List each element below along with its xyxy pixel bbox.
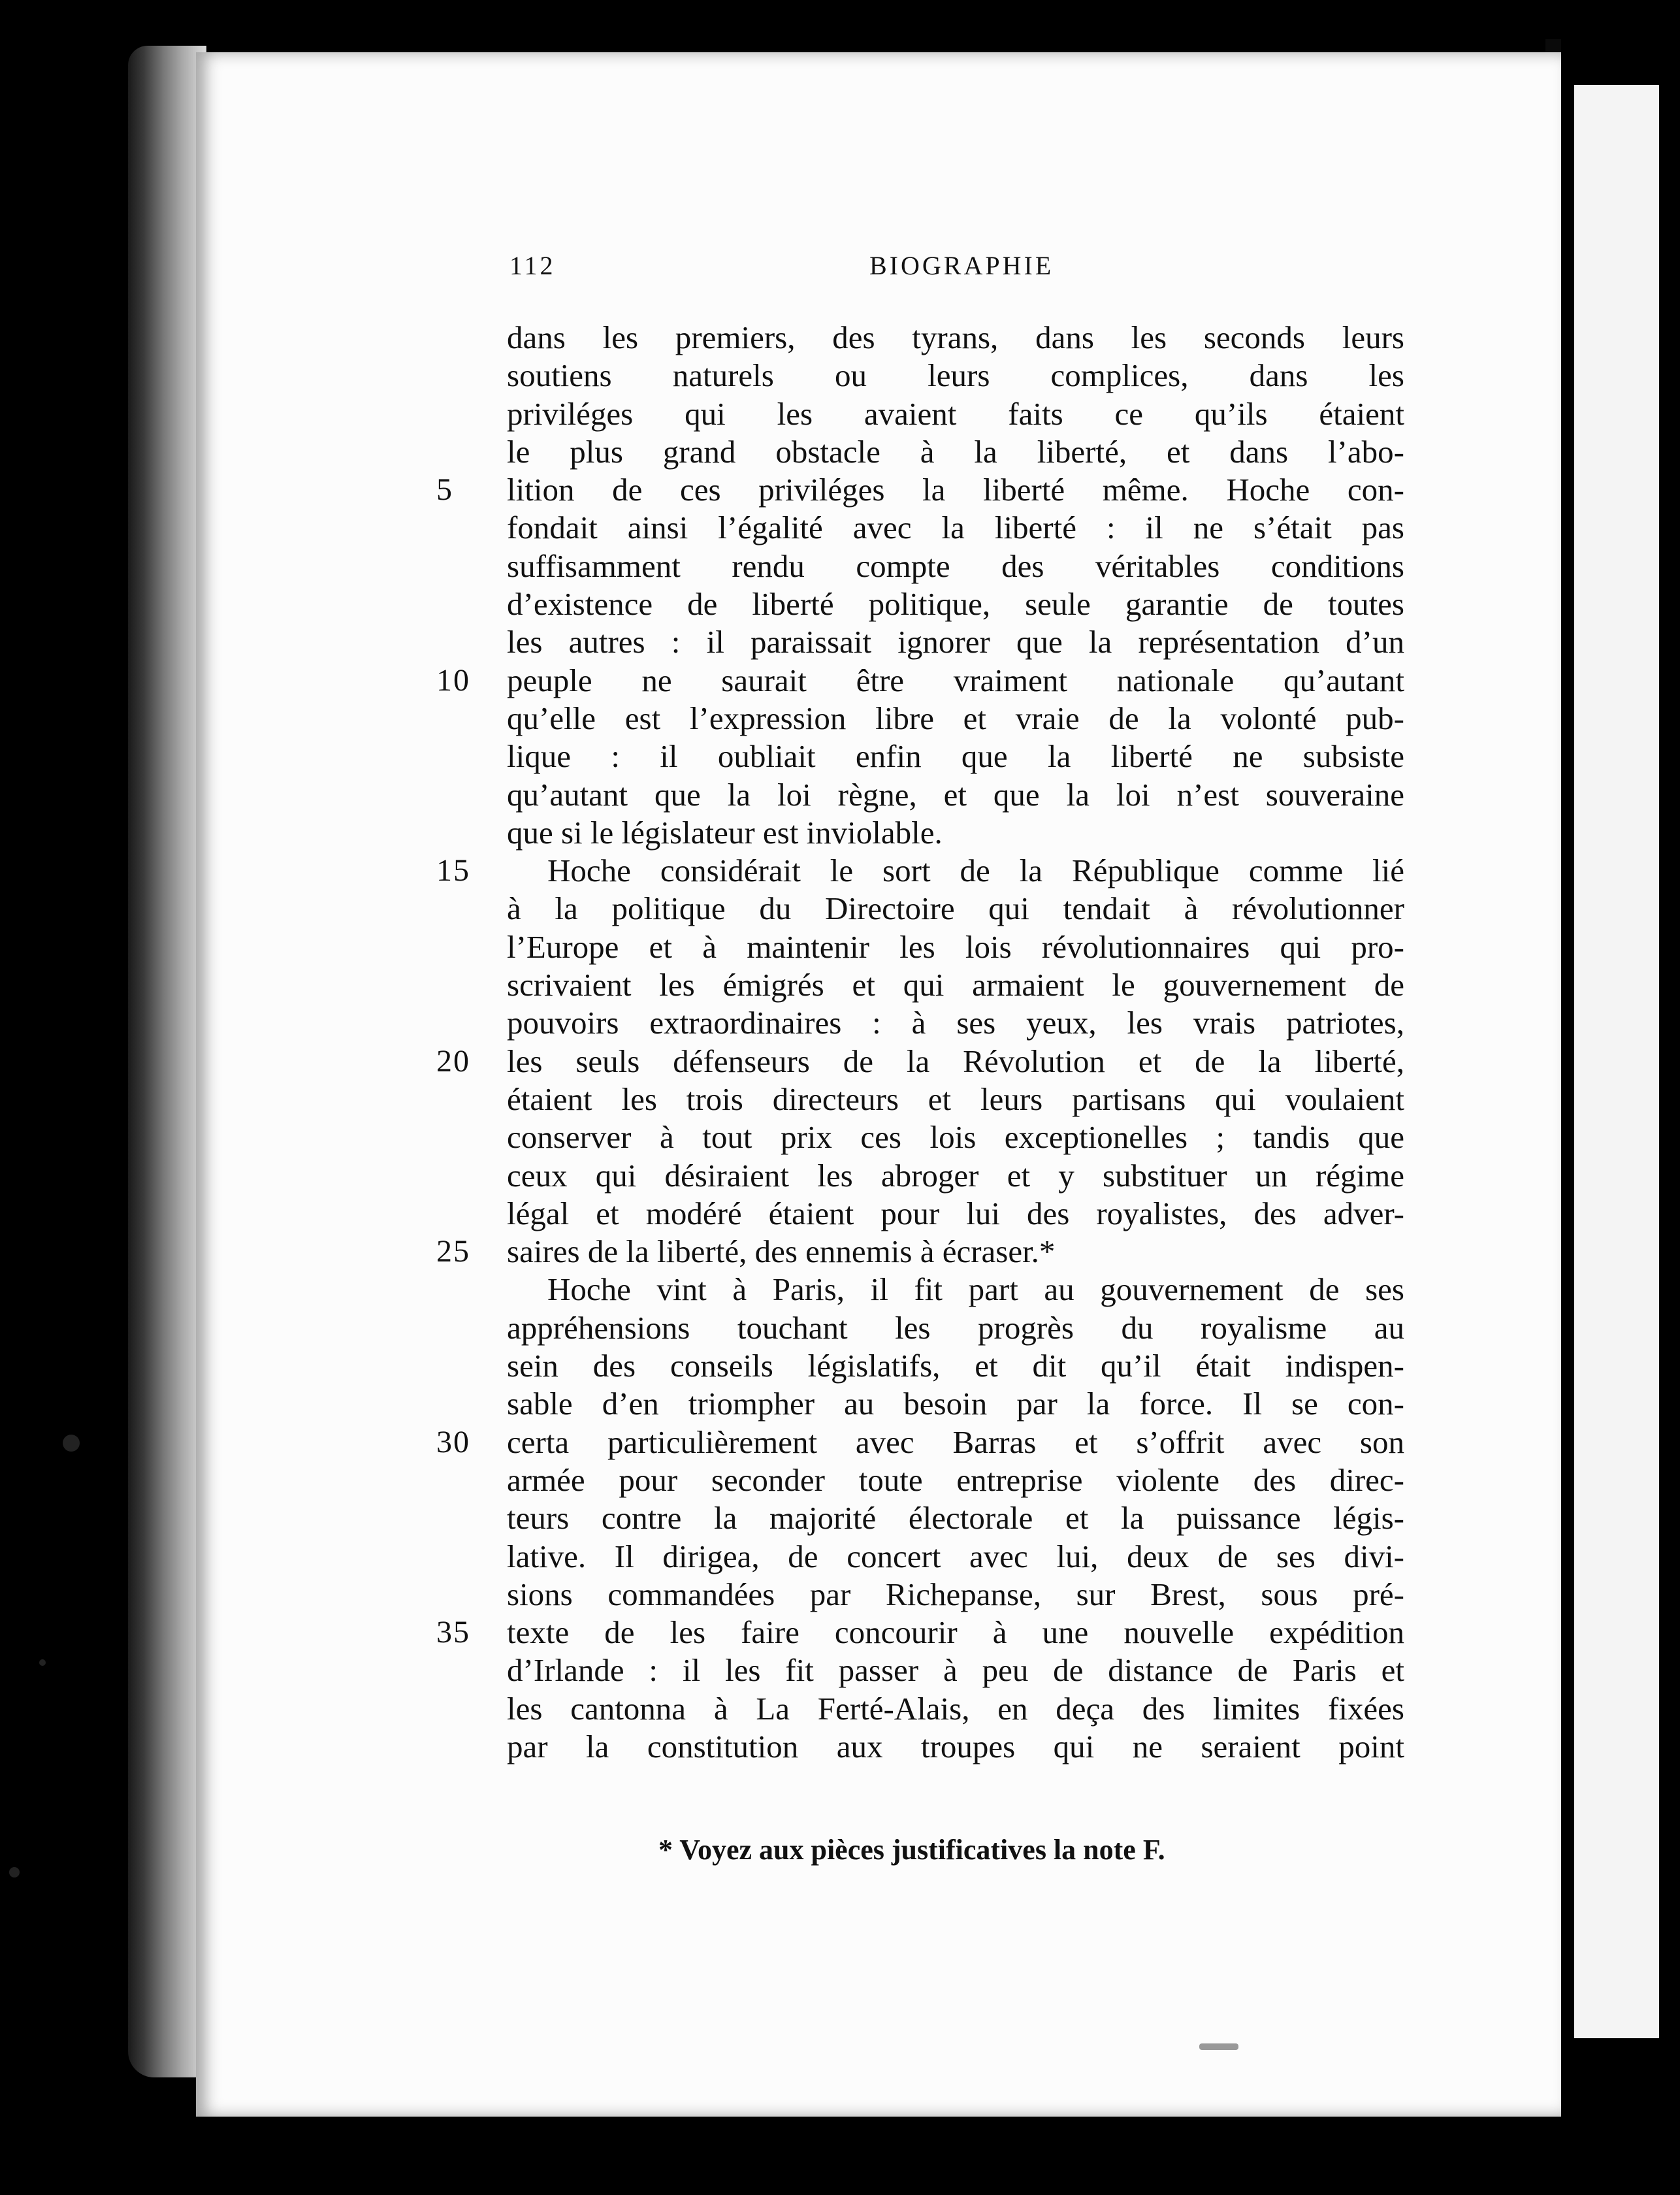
text-line-content: légal et modéré étaient pour lui des royalistes, des adver-	[507, 1195, 1404, 1231]
text-line-content: d’Irlande : il les fit passer à peu de distance de Paris et	[507, 1652, 1404, 1689]
text-line-content: sein des conseils législatifs, et dit qu’il était indispen-	[507, 1348, 1404, 1384]
text-line	[436, 852, 1404, 890]
text-line	[507, 1118, 1404, 1156]
text-line-content: pouvoirs extraordinaires : à ses yeux, les vrais patriotes,	[507, 1005, 1404, 1041]
text-line-content: appréhensions touchant les progrès du royalisme au	[507, 1309, 1404, 1346]
text-line	[507, 433, 1404, 471]
text-line	[507, 319, 1404, 357]
text-line	[507, 585, 1404, 623]
text-line-content: peuple ne saurait être vraiment nationale qu’autant	[507, 662, 1404, 698]
text-line-content: les cantonna à La Ferté-Alais, en deça des limites fixées	[507, 1690, 1404, 1727]
line-number: 25	[436, 1234, 470, 1269]
text-line	[507, 738, 1404, 775]
text-line	[507, 1651, 1404, 1689]
text-line-content: sable d’en triompher au besoin par la force. Il se con-	[507, 1386, 1404, 1422]
text-line-content: armée pour seconder toute entreprise violente des direc-	[507, 1461, 1404, 1498]
text-line	[507, 890, 1404, 928]
text-line	[507, 509, 1404, 547]
text-line-content: scrivaient les émigrés et qui armaient le gouvernement de	[507, 967, 1404, 1003]
text-line	[507, 1461, 1404, 1499]
line-number: 20	[436, 1043, 470, 1079]
text-line-content: conserver à tout prix ces lois exceptionelles ; tandis que	[507, 1119, 1404, 1156]
text-line	[507, 1309, 1404, 1347]
text-line-content: lition de ces priviléges la liberté même. Hoche con-	[507, 472, 1404, 508]
line-number: 30	[436, 1424, 470, 1459]
text-line-content: étaient les trois directeurs et leurs partisans qui voulaient	[507, 1081, 1404, 1117]
text-line-content: d’existence de liberté politique, seule garantie de toutes	[507, 586, 1404, 623]
text-line-content: lative. Il dirigea, de concert avec lui, deux de ses divi-	[507, 1538, 1404, 1574]
text-line	[507, 928, 1404, 966]
text-line	[436, 1423, 1404, 1461]
line-number: 15	[436, 853, 470, 888]
text-line	[436, 1043, 1404, 1081]
text-line-content: Hoche considérait le sort de la République comme lié	[547, 853, 1404, 889]
text-line	[507, 1728, 1404, 1766]
text-line-content: les autres : il paraissait ignorer que la représentation d’un	[507, 624, 1404, 660]
line-number: 10	[436, 662, 470, 698]
text-line-content: sions commandées par Richepanse, sur Brest, sous pré-	[507, 1576, 1404, 1612]
text-line-content: texte de les faire concourir à une nouvelle expédition	[507, 1614, 1404, 1651]
footnote: * Voyez aux pièces justificatives la note F.	[658, 1834, 1165, 1866]
text-line	[507, 1271, 1404, 1309]
text-line	[507, 395, 1404, 433]
text-line	[436, 1614, 1404, 1651]
text-line-content: à la politique du Directoire qui tendait à révolutionner	[507, 890, 1404, 927]
text-line	[507, 1538, 1404, 1576]
text-line	[507, 1081, 1404, 1118]
text-line-content: l’Europe et à maintenir les lois révolutionnaires qui pro-	[507, 928, 1404, 965]
text-line-content: priviléges qui les avaient faits ce qu’ils étaient	[507, 395, 1404, 432]
text-line	[507, 1499, 1404, 1537]
text-line-content: suffisamment rendu compte des véritables conditions	[507, 547, 1404, 584]
text-line-content: par la constitution aux troupes qui ne seraient point	[507, 1728, 1404, 1764]
text-line-content: les seuls défenseurs de la Révolution et de la liberté,	[507, 1043, 1404, 1079]
text-line-content: Hoche vint à Paris, il fit part au gouvernement de ses	[547, 1271, 1404, 1308]
text-line-content: qu’elle est l’expression libre et vraie de la volonté pub-	[507, 700, 1404, 736]
running-head-title: BIOGRAPHIE	[869, 251, 1054, 280]
text-line	[507, 1195, 1404, 1233]
text-line-content: soutiens naturels ou leurs complices, dans les	[507, 357, 1404, 394]
text-line	[436, 1233, 1404, 1271]
text-line	[507, 357, 1404, 395]
book-spine	[128, 46, 206, 2077]
text-line	[507, 1576, 1404, 1614]
text-line-content: qu’autant que la loi règne, et que la loi n’est souveraine	[507, 776, 1404, 813]
text-line	[507, 1004, 1404, 1042]
text-line	[507, 623, 1404, 661]
text-line	[507, 1385, 1404, 1423]
text-line-content: teurs contre la majorité électorale et la puissance légis-	[507, 1500, 1404, 1536]
text-line-content: certa particulièrement avec Barras et s’offrit avec son	[507, 1423, 1404, 1460]
text-line	[507, 1157, 1404, 1195]
text-line	[507, 966, 1404, 1004]
text-line-content: lique : il oubliait enfin que la liberté ne subsiste	[507, 738, 1404, 775]
text-line-content: le plus grand obstacle à la liberté, et dans l’abo-	[507, 433, 1404, 470]
text-line-content: fondait ainsi l’égalité avec la liberté : il ne s’était pas	[507, 510, 1404, 546]
text-line-content: dans les premiers, des tyrans, dans les seconds leurs	[507, 319, 1404, 355]
text-line	[507, 1347, 1404, 1385]
text-line-content: que si le législateur est inviolable.	[507, 814, 943, 851]
text-line	[507, 814, 1404, 852]
line-number: 35	[436, 1615, 470, 1650]
text-line	[507, 776, 1404, 814]
body-text	[436, 319, 1404, 1766]
line-number: 5	[436, 472, 453, 508]
text-line-content: saires de la liberté, des ennemis à écraser.*	[507, 1233, 1056, 1270]
text-line	[507, 700, 1404, 738]
text-line	[436, 662, 1404, 700]
text-line	[507, 547, 1404, 585]
text-line-content: ceux qui désiraient les abroger et y substituer un régime	[507, 1157, 1404, 1194]
text-line	[436, 471, 1404, 509]
next-page-edge	[1574, 85, 1659, 2038]
page-number: 112	[509, 251, 556, 280]
text-line	[507, 1690, 1404, 1728]
